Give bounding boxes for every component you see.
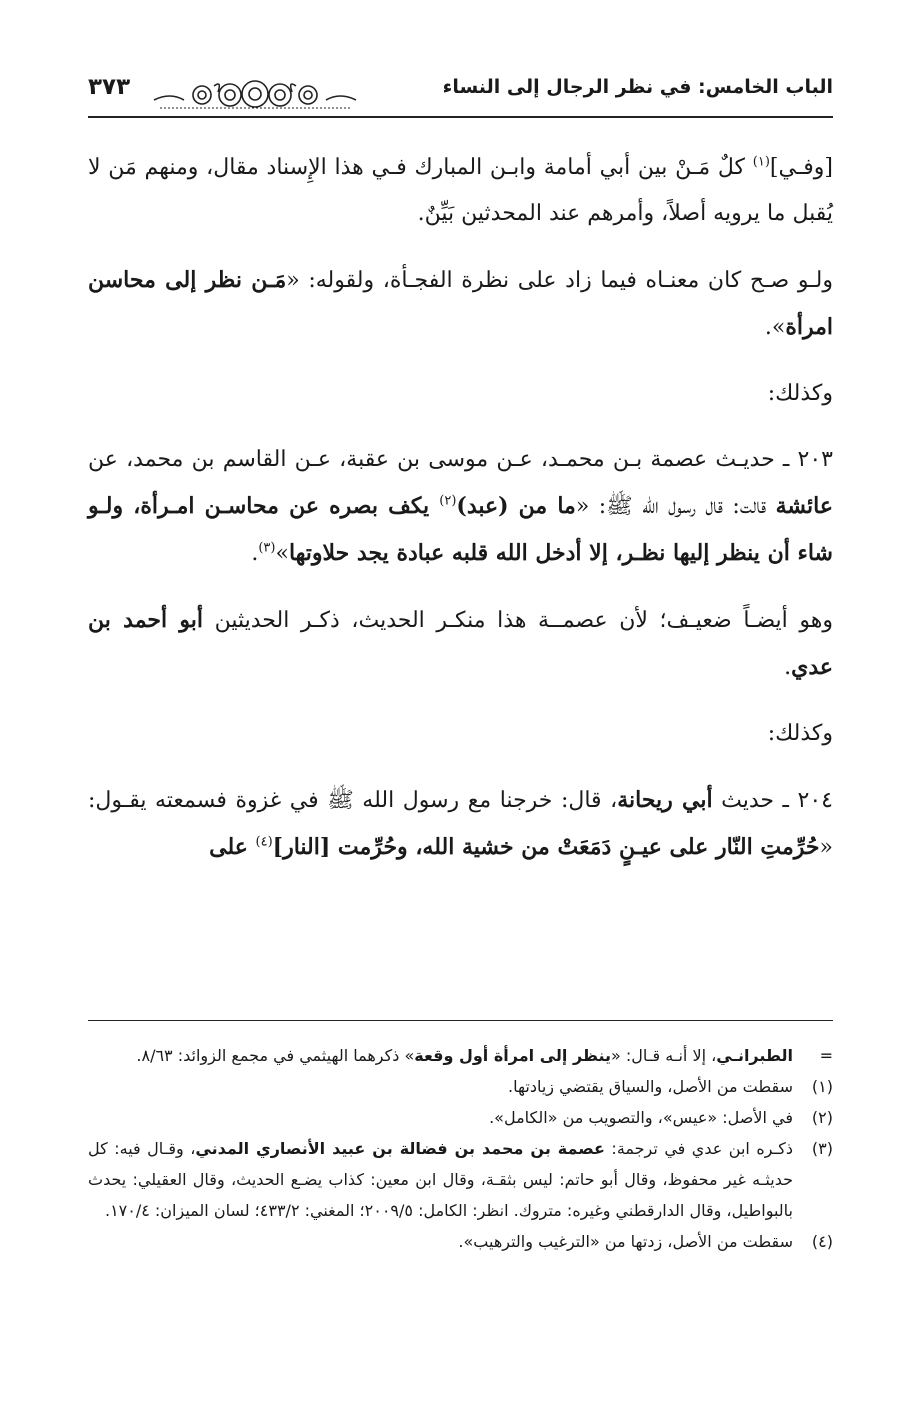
hadith-chain: ٢٠٣ ـ حديـث عصمة بـن محمـد، عـن موسى بن عقبة، عـن القاسم بن محمد، عن	[88, 447, 833, 472]
footnote-ref-2: (٢)	[439, 493, 457, 509]
hadith-continues: على	[209, 834, 256, 860]
footnote-mark: (٢)	[811, 1108, 833, 1127]
footnote-3	[88, 1133, 833, 1226]
footnote-4	[88, 1226, 833, 1257]
footnote-2	[88, 1102, 833, 1133]
footnote-text	[88, 1040, 793, 1071]
paragraph-5-text: وهو أيضـاً ضعيـف؛ لأن عصمــة هذا منكـر الحديث، ذكـر الحديثين	[203, 608, 833, 633]
text-run: ، وقـال فيه: كل حديثـه غير محفوظ، وقال أبو حاتم: ليس بثقـة، وقال ابن معين: كذاب يضـع الحديث، وقال العقيلي: يحدث بالبواطيل، وقال الدارقطني وغيره: متروك. انظر: الكامل: ٢٠٠٩/٥؛ المغني: ٤٣٣/٢؛ لسان الميزان: ١٧٠/٤.	[88, 1139, 793, 1220]
text-run: ذكـره ابن عدي في ترجمة:	[604, 1139, 793, 1158]
footnote-1	[88, 1071, 833, 1102]
punct: »	[275, 541, 289, 566]
hadith-intro: قالت: قال رسول الله ﷺ: «	[575, 494, 776, 519]
footnote-separator	[88, 1020, 833, 1021]
footnote-text: في الأصل: «عيس»، والتصويب من «الكامل».	[489, 1108, 793, 1127]
hadith-text: يكف بصره عن محاسـن امـرأة، ولـو شاء أن ينظر إليها نظـر، إلا أدخل الله قلبه عبادة يجد حلاوتها	[88, 493, 833, 566]
hadith-text-start: ما من (عبد)	[456, 493, 576, 519]
main-text	[88, 145, 833, 891]
bracket-word: [وفـي]	[769, 155, 833, 180]
hadith-number: ٢٠٤ ـ حديث	[712, 788, 833, 813]
narrator-name: عائشة	[775, 493, 833, 519]
paragraph-5	[88, 597, 833, 691]
chapter-title: الباب الخامس: في نظر الرجال إلى النساء	[442, 76, 833, 98]
punct: .	[784, 655, 792, 680]
header-rule	[88, 116, 833, 118]
footnote-mark: (٣)	[811, 1139, 833, 1158]
paragraph-2-text: ولـو صـح كان معنـاه فيما زاد على نظرة الفجـأة، ولقوله: «	[286, 268, 833, 293]
header-ornament-icon	[150, 78, 360, 112]
footnote-mark: (١)	[811, 1077, 833, 1096]
quote: ينظر إلى امرأة أول وقعة	[414, 1046, 612, 1065]
paragraph-2	[88, 257, 833, 351]
footnote-text: سقطت من الأصل، والسياق يقتضي زيادتها.	[508, 1077, 793, 1096]
hadith-text: حُرِّمتِ النّار على عيـنٍ دَمَعَتْ من خشية الله، وحُرِّمت [النار]	[272, 834, 820, 860]
footnote-ref-4: (٤)	[255, 834, 273, 850]
footnote-mark: (٤)	[811, 1232, 833, 1251]
scholar-name: أبو أحمد بن عدي	[88, 607, 833, 680]
text-run: ، إلا أنـه قـال: «	[611, 1046, 717, 1065]
hadith-quote: مَـن نظر إلى محاسن امرأة	[88, 267, 833, 340]
footnote-text	[88, 1133, 793, 1226]
paragraph-hadith-204	[88, 777, 833, 871]
running-header	[88, 70, 833, 114]
footnote-continuation	[88, 1040, 833, 1071]
narrator-name: أبي ريحانة	[617, 787, 713, 813]
paragraph-hadith-203	[88, 437, 833, 577]
footnotes	[88, 1040, 833, 1257]
punct: ».	[764, 315, 786, 340]
paragraph-1	[88, 145, 833, 237]
paragraph-6: وكذلك:	[767, 721, 833, 746]
page-number: ٣٧٣	[88, 74, 131, 100]
scholar-name: الطبرانـي	[716, 1046, 793, 1065]
narrator-name: عصمة بن محمد بن فضالة بن عبيد الأنصاري المدني	[195, 1139, 605, 1158]
book-page	[88, 60, 833, 1380]
footnote-text: سقطت من الأصل، زدتها من «الترغيب والترهيب».	[458, 1232, 793, 1251]
paragraph-3: وكذلك:	[767, 381, 833, 406]
punct: .	[251, 541, 259, 566]
footnote-ref-3: (٣)	[258, 540, 276, 556]
paragraph-1-text: كلٌ مَـنْ بين أبي أمامة وابـن المبارك فـي هذا الإِسناد مقال، ومنهم مَن لا يُقبل ما يرويه أصلاً، وأمرهم عند المحدثين بَيِّنٌ.	[88, 155, 833, 226]
footnote-ref-1: (١)	[752, 154, 770, 170]
footnote-mark: =	[819, 1046, 833, 1065]
text-run: » ذكرهما الهيثمي في مجمع الزوائد: ٨/٦٣.	[136, 1046, 415, 1065]
hadith-intro: ، قال: خرجنا مع رسول الله ﷺ في غزوة فسمعته يقـول: «	[88, 788, 833, 860]
